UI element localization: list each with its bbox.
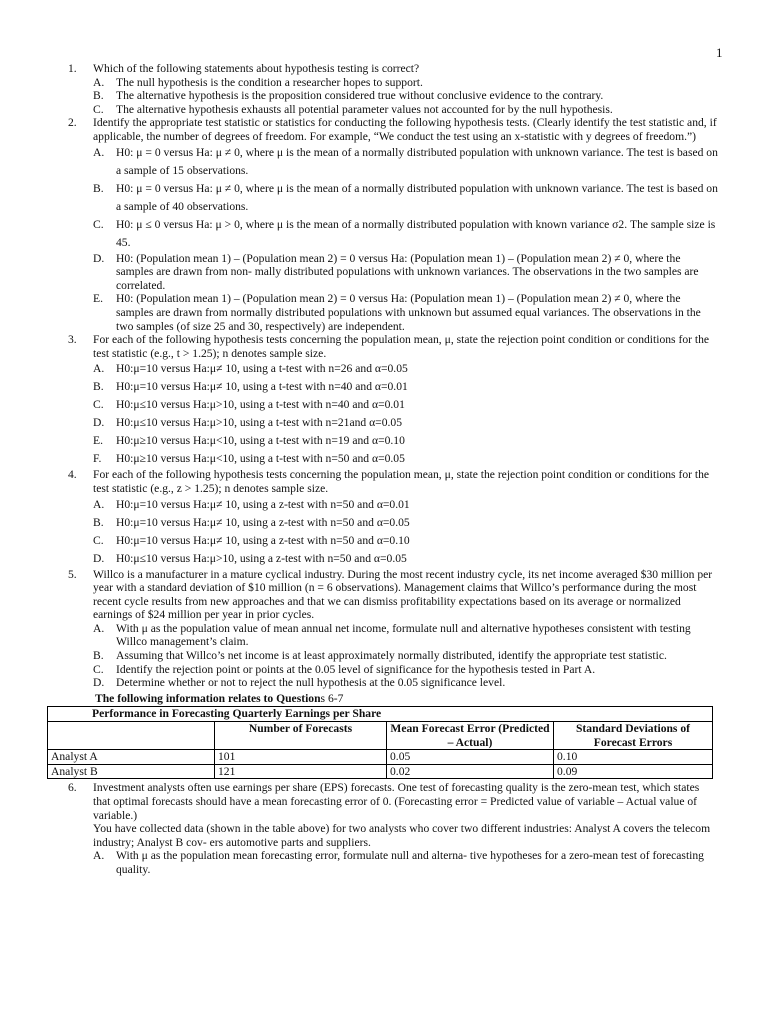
question-text-2: You have collected data (shown in the table above) for two analysts who cover two different industries: Analyst A covers the telecom industry; Analyst B cov- ers automotive parts and suppliers. — [93, 822, 711, 849]
option-letter: E. — [93, 434, 103, 448]
option-text: Determine whether or not to reject the null hypothesis at the 0.05 significance level. — [116, 676, 506, 690]
option-text: H0: μ ≤ 0 versus Ha: μ > 0, where μ is the mean of a normally distributed population with known variance σ2. The sample size is 45. — [116, 217, 716, 249]
option — [68, 414, 718, 432]
question-number: 1. — [68, 62, 77, 75]
option — [68, 450, 718, 468]
option-text: The null hypothesis is the condition a researcher hopes to support. — [116, 75, 423, 89]
option — [68, 676, 718, 690]
option — [68, 360, 718, 378]
option-letter: C. — [93, 533, 104, 547]
option-letter: C. — [93, 662, 104, 676]
option-text: The alternative hypothesis is the proposition considered true without conclusive evidence to the contrary. — [116, 89, 604, 103]
table-cell: Analyst B — [48, 764, 215, 779]
option-text: H0:μ≥10 versus Ha:μ<10, using a t-test with n=50 and α=0.05 — [116, 452, 405, 466]
option — [68, 622, 718, 649]
option-letter: D. — [93, 551, 105, 565]
table-lead — [95, 692, 718, 706]
header-cell: Mean Forecast Error (Predicted – Actual) — [387, 722, 554, 750]
option-letter: C. — [93, 102, 104, 116]
table-lead-rest: s 6-7 — [320, 691, 344, 705]
option-letter: A. — [93, 145, 105, 159]
option-text: H0:μ=10 versus Ha:μ≠ 10, using a t-test with n=26 and α=0.05 — [116, 362, 408, 376]
option-letter: B. — [93, 89, 104, 103]
question-2 — [68, 116, 718, 143]
question-6 — [68, 781, 718, 849]
option — [68, 292, 718, 333]
question-number: 2. — [68, 116, 77, 130]
option — [68, 180, 718, 216]
option-letter: C. — [93, 217, 104, 231]
option — [68, 649, 718, 663]
table-cell: Analyst A — [48, 750, 215, 765]
option-text: Identify the rejection point or points at the 0.05 level of significance for the hypothesis tested in Part A. — [116, 662, 596, 676]
question-text: Identify the appropriate test statistic or statistics for conducting the following hypothesis tests. (Clearly identify the test statistic and, if applicable, the number of degrees of freedom. For example, “We conduct the test using an x-statistic with y degrees of freedom.”) — [93, 116, 717, 143]
option-text: H0:μ=10 versus Ha:μ≠ 10, using a z-test with n=50 and α=0.10 — [116, 533, 410, 547]
option — [68, 396, 718, 414]
table-cell: 101 — [215, 750, 387, 765]
option-letter: B. — [93, 515, 104, 529]
forecast-table — [47, 706, 713, 779]
question-5 — [68, 568, 718, 622]
question-text: Willco is a manufacturer in a mature cyclical industry. During the most recent industry cycle, its net income averaged $30 million per year with a standard deviation of $10 million (n = 6 observations). Management claims that Willco’s performance during the most recent cycle results from new approaches and that we can dismiss profitability expectations based on its average or normalized earnings of $24 million per year in prior cycles. — [93, 567, 713, 622]
table-cell: 0.10 — [554, 750, 713, 765]
question-text: Which of the following statements about hypothesis testing is correct? — [93, 62, 420, 75]
table-cell: 121 — [215, 764, 387, 779]
option-letter: D. — [93, 676, 105, 690]
table-row — [48, 764, 713, 779]
option — [68, 550, 718, 568]
option-text: H0: (Population mean 1) – (Population mean 2) = 0 versus Ha: (Population mean 1) – (Population mean 2) ≠ 0, where the samples are drawn from normally distributed populations with unknown but assumed equal variances. The observations in the two samples (of size 25 and 30, respectively) are independent. — [116, 292, 701, 333]
option-text: H0:μ=10 versus Ha:μ≠ 10, using a z-test with n=50 and α=0.01 — [116, 497, 410, 511]
option-letter: A. — [93, 362, 105, 376]
table-cell: 0.05 — [387, 750, 554, 765]
question-4 — [68, 468, 718, 495]
table-row — [48, 750, 713, 765]
option — [68, 663, 718, 677]
option-letter: A. — [93, 621, 105, 635]
option-text: With μ as the population value of mean annual net income, formulate null and alternative hypotheses consistent with testing Willco management’s claim. — [116, 621, 691, 649]
option-text: H0:μ≤10 versus Ha:μ>10, using a t-test with n=40 and α=0.01 — [116, 398, 405, 412]
option-letter: A. — [93, 497, 105, 511]
option-text: H0:μ=10 versus Ha:μ≠ 10, using a t-test with n=40 and α=0.01 — [116, 380, 408, 394]
option-letter: B. — [93, 649, 104, 663]
question-number: 4. — [68, 468, 77, 482]
table-cell: 0.09 — [554, 764, 713, 779]
header-cell — [48, 722, 215, 750]
option — [68, 514, 718, 532]
option-text: H0:μ≥10 versus Ha:μ<10, using a t-test with n=19 and α=0.10 — [116, 434, 405, 448]
question-number: 6. — [68, 781, 77, 795]
question-3 — [68, 333, 718, 360]
option — [68, 216, 718, 252]
header-cell: Standard Deviations of Forecast Errors — [554, 722, 713, 750]
option-text: H0:μ≤10 versus Ha:μ>10, using a z-test with n=50 and α=0.05 — [116, 551, 407, 565]
option — [68, 89, 718, 103]
option-letter: A. — [93, 75, 105, 89]
table-cell: 0.02 — [387, 764, 554, 779]
option-text: H0:μ=10 versus Ha:μ≠ 10, using a z-test with n=50 and α=0.05 — [116, 515, 410, 529]
option — [68, 849, 718, 876]
table-caption: Performance in Forecasting Quarterly Earnings per Share — [48, 707, 713, 722]
option-text: The alternative hypothesis exhausts all potential parameter values not accounted for by the null hypothesis. — [116, 102, 613, 116]
question-1 — [68, 62, 718, 76]
option-text: H0: (Population mean 1) – (Population mean 2) = 0 versus Ha: (Population mean 1) – (Population mean 2) ≠ 0, where the samples are drawn from non- mally distributed populations with unknown variances. The observations in the two samples are correlated. — [116, 251, 699, 292]
option-letter: D. — [93, 416, 105, 430]
option-text: With μ as the population mean forecasting error, formulate null and alterna- tive hypotheses for a zero-mean test of forecasting quality. — [116, 849, 704, 876]
question-text: For each of the following hypothesis tests concerning the population mean, μ, state the rejection point condition or conditions for the test statistic (e.g., t > 1.25); n denotes sample size. — [93, 333, 710, 360]
question-text: For each of the following hypothesis tests concerning the population mean, μ, state the rejection point condition or conditions for the test statistic (e.g., z > 1.25); n denotes sample size. — [93, 468, 710, 495]
option-text: H0: μ = 0 versus Ha: μ ≠ 0, where μ is the mean of a normally distributed population with unknown variance. The test is based on a sample of 15 observations. — [116, 145, 718, 177]
option — [68, 76, 718, 90]
header-cell: Number of Forecasts — [215, 722, 387, 750]
option — [68, 252, 718, 293]
option-text: Assuming that Willco’s net income is at least approximately normally distributed, identify the appropriate test statistic. — [116, 649, 667, 663]
option-letter: F. — [93, 452, 102, 466]
document-body — [51, 62, 718, 877]
option-letter: D. — [93, 251, 105, 265]
option-letter: C. — [93, 398, 104, 412]
option — [68, 532, 718, 550]
option-text: H0:μ≤10 versus Ha:μ>10, using a t-test with n=21and α=0.05 — [116, 416, 402, 430]
option-letter: B. — [93, 380, 104, 394]
question-text: Investment analysts often use earnings per share (EPS) forecasts. One test of forecasting quality is the zero-mean test, which states that optimal forecasts should have a mean forecasting error of 0. (Forecasting error = Predicted value of variable – Actual value of variable.) — [93, 781, 700, 822]
page-number: 1 — [716, 45, 723, 60]
option — [68, 432, 718, 450]
option — [68, 496, 718, 514]
table-header-row — [48, 722, 713, 750]
option-text: H0: μ = 0 versus Ha: μ ≠ 0, where μ is the mean of a normally distributed population with unknown variance. The test is based on a sample of 40 observations. — [116, 181, 718, 213]
option-letter: A. — [93, 849, 105, 863]
option-letter: E. — [93, 292, 103, 306]
option-letter: B. — [93, 181, 104, 195]
table-lead-bold: The following information relates to Question — [95, 691, 321, 705]
question-number: 5. — [68, 567, 77, 581]
option — [68, 378, 718, 396]
question-number: 3. — [68, 333, 77, 347]
option — [68, 103, 718, 117]
option — [68, 144, 718, 180]
